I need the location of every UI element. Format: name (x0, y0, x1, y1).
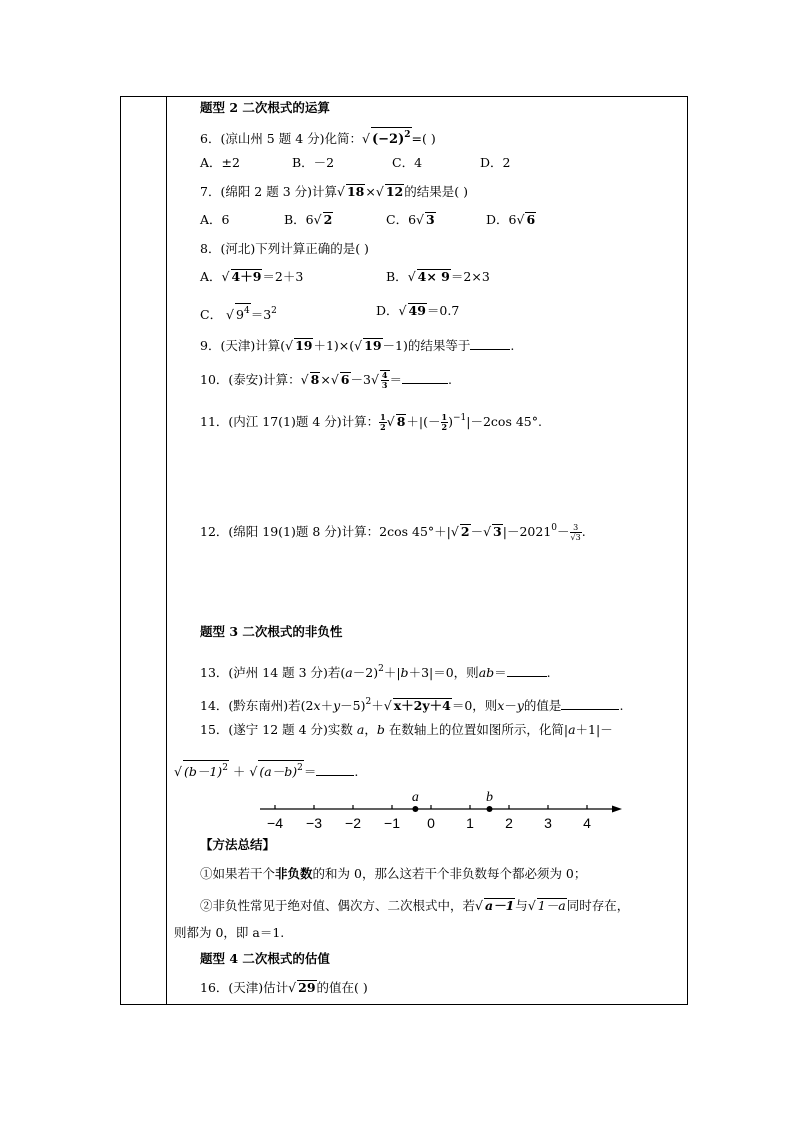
q7-option-c: C．6√ 3 (386, 212, 435, 227)
number-line-arrow (612, 806, 622, 813)
question-11: 11．(内江 17(1)题 4 分)计算： $\frac{1}{2}$ √ 8＋|(－ $\frac{1}{2}$ )$^{-1}$|－2cos 45°. (200, 412, 542, 432)
q7-option-b: B．6√ 2 (284, 212, 333, 227)
section4-title: 题型 4 二次根式的估值 (200, 951, 330, 966)
q8-option-d: D．√ 49＝0.7 (376, 303, 460, 318)
section2-title: 题型 2 二次根式的运算 (200, 100, 330, 115)
answer-blank (316, 763, 354, 776)
number-line-tick-label: −3 (306, 815, 322, 831)
question-10: 10．(泰安)计算：√ 8×√ 6－3√ $\frac{4}{3}$ ＝ . (200, 370, 452, 390)
q6-stem: 6．(凉山州 5 题 4 分)化简： (200, 131, 363, 146)
q7-option-d: D．6√ 6 (486, 212, 536, 227)
question-6: 6．(凉山州 5 题 4 分)化简：√ $(-2)^2=$( ) (200, 127, 436, 147)
answer-blank (507, 664, 547, 677)
number-line-point-b (487, 806, 493, 812)
question-8: 8．(河北)下列计算正确的是( ) (200, 241, 369, 256)
q8-options-ab (200, 269, 630, 285)
question-14: 14．(黔东南州)若$(2x+y-5)^2+√$ x＋2y＋4＝0，则x－y的值是 . (200, 697, 624, 713)
number-line-tick-label: −4 (267, 815, 283, 831)
q6-option-a: A．±2 (200, 155, 240, 170)
q8-option-c: C． √ $9^4=3^2$ (200, 303, 277, 323)
method-point-2-continued: 则都为 0，即 a＝1. (174, 925, 285, 940)
answer-blank (402, 371, 448, 384)
section3-title: 题型 3 二次根式的非负性 (200, 624, 343, 639)
number-line-tick-label: 3 (544, 815, 552, 831)
number-line-tick-label: 0 (427, 815, 435, 831)
number-line-tick-label: 4 (583, 815, 591, 831)
answer-blank (561, 697, 619, 710)
method-title: 【方法总结】 (200, 837, 276, 852)
number-line-label-b: b (486, 790, 493, 805)
question-9: 9．(天津)计算(√ 19＋1)×(√ 19－1)的结果等于 . (200, 338, 515, 353)
left-column (121, 97, 167, 1004)
q7-option-a: A．6 (200, 212, 230, 227)
method-point-1: ①如果若干个非负数的和为 0，那么这若干个非负数每个都必须为 0； (200, 866, 587, 881)
number-line (258, 785, 628, 835)
question-16: 16．(天津)估计√ 29的值在( ) (200, 980, 368, 995)
question-15-continued: √ $(b-1)^2$ ＋ √ $(a-b)^2=$ . (174, 760, 358, 780)
answer-blank (470, 337, 510, 350)
number-line-tick-label: 2 (505, 815, 513, 831)
question-13: 13．(泸州 14 题 3 分)若$(a-2)^2+|b+3|=0$，则ab＝ . (200, 664, 551, 680)
q7-options (200, 212, 630, 228)
number-line-tick-label: 1 (466, 815, 474, 831)
number-line-label-a: a (411, 790, 419, 805)
q6-sqrt: √ $(-2)^2$ (362, 131, 411, 146)
method-point-2: ②非负性常见于绝对值、偶次方、二次根式中，若√ a－1与√ 1－a同时存在， (200, 898, 630, 913)
q6-option-b: B．－2 (292, 155, 335, 170)
question-7: 7．(绵阳 2 题 3 分)计算√ 18×√ 12的结果是( ) (200, 184, 468, 199)
q8-option-b: B．√ 4× 9＝2×3 (386, 269, 490, 284)
q8-option-a: A．√ 4＋9＝2＋3 (200, 269, 304, 284)
question-15: 15．(遂宁 12 题 4 分)实数 a，b 在数轴上的位置如图所示，化简|a＋1|－ (200, 722, 613, 737)
number-line-tick-label: −2 (345, 815, 361, 831)
q6-options (200, 155, 630, 171)
question-12: 12．(绵阳 19(1)题 8 分)计算：2cos 45°＋|√ 2－√ $3|-2021^0-$ $\frac{3}{√3}$ . (200, 523, 586, 542)
q6-option-c: C．4 (392, 155, 423, 170)
number-line-point-a (412, 806, 418, 812)
number-line-tick-label: −1 (384, 815, 400, 831)
q6-option-d: D．2 (480, 155, 511, 170)
q8-options-cd (200, 303, 630, 322)
